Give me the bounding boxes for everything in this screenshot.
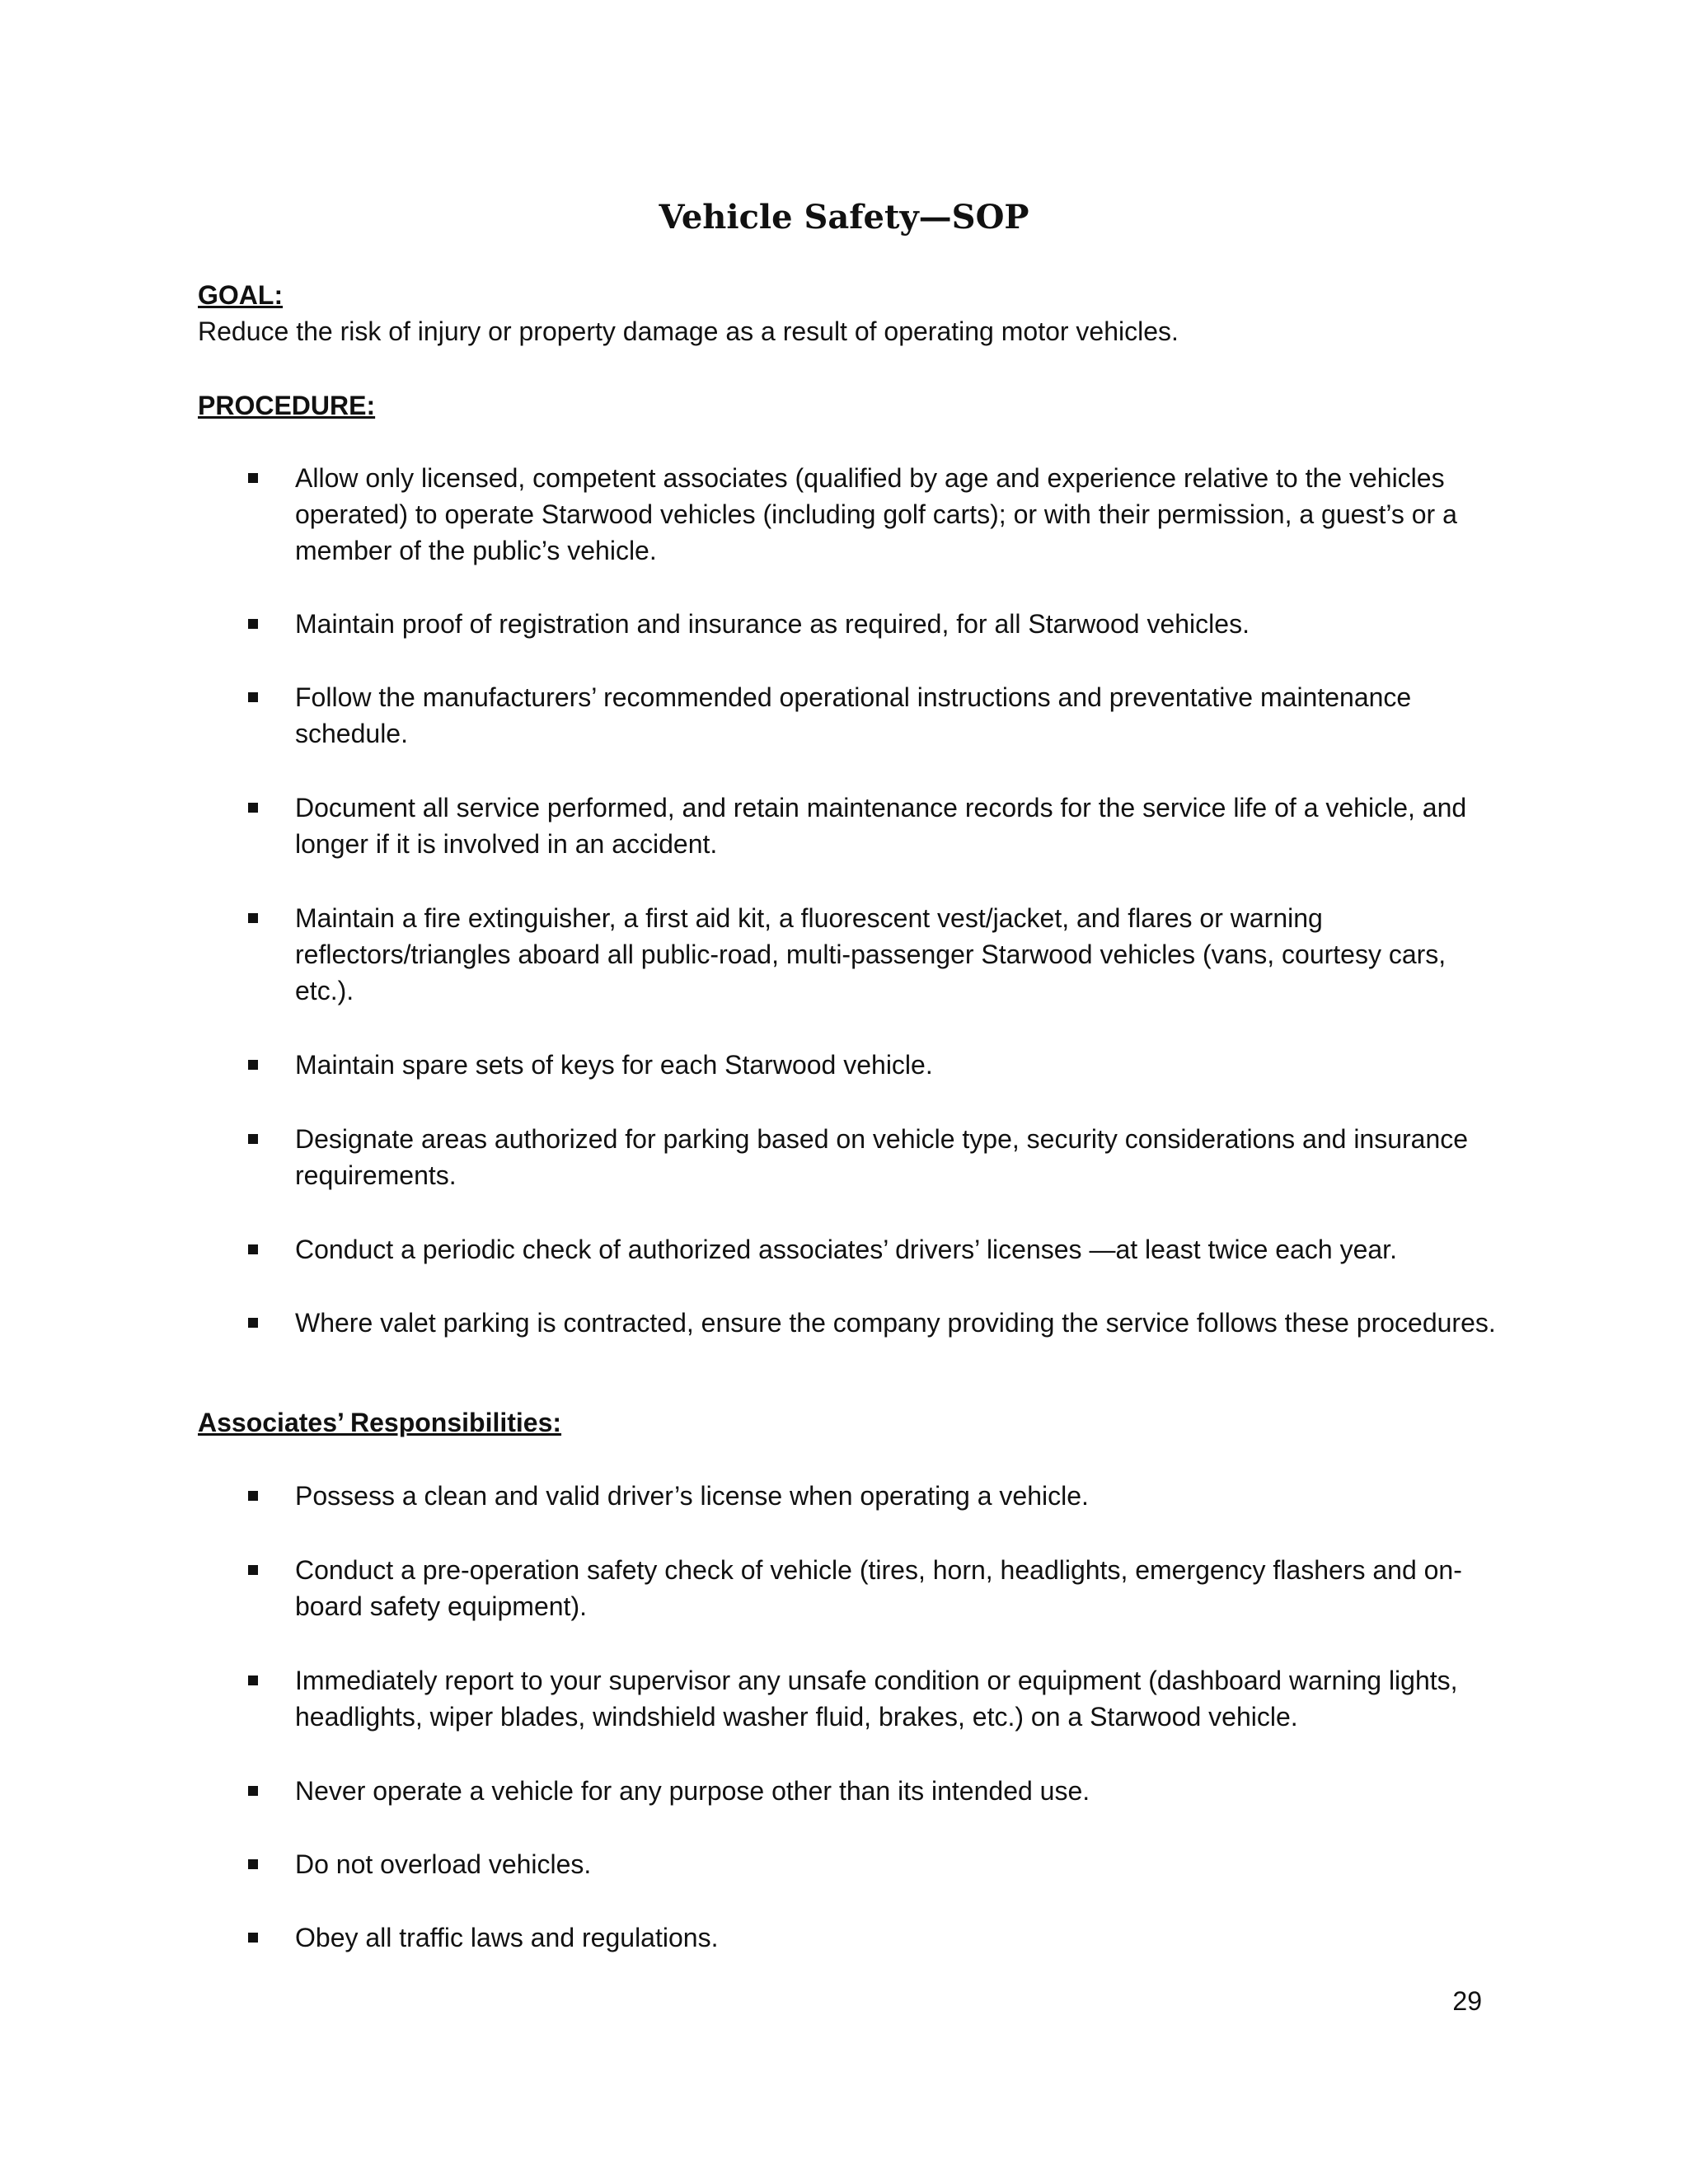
bullet-icon (248, 692, 258, 702)
procedure-item-text: Maintain proof of registration and insurance as required, for all Starwood vehicles. (295, 609, 1250, 639)
procedure-item-text: Follow the manufacturers’ recommended operational instructions and preventative maintenance schedule. (295, 682, 1412, 748)
page-title: Vehicle Safety—SOP (659, 198, 1029, 237)
goal-text: Reduce the risk of injury or property damage as a result of operating motor vehicles. (198, 316, 1179, 346)
bullet-icon (248, 913, 258, 923)
bullet-icon (248, 1134, 258, 1144)
bullet-icon (248, 1491, 258, 1501)
bullet-icon (248, 1675, 258, 1685)
associates-item-text: Do not overload vehicles. (295, 1849, 592, 1879)
associates-item-text: Obey all traffic laws and regulations. (295, 1923, 719, 1952)
bullet-icon (248, 1933, 258, 1943)
bullet-icon (248, 1060, 258, 1070)
procedure-item-text: Where valet parking is contracted, ensure the company providing the service follows these procedures. (295, 1308, 1496, 1338)
goal-heading: GOAL: (198, 280, 284, 310)
procedure-item-text: Allow only licensed, competent associates (qualified by age and experience relative to the vehicles operated) to operate Starwood vehicles (including golf carts); or with their permission, a guest’s or a member of the public’s vehicle. (295, 463, 1457, 565)
bullet-icon (248, 619, 258, 629)
bullet-icon (248, 1318, 258, 1328)
bullet-icon (248, 473, 258, 483)
associates-item-text: Conduct a pre-operation safety check of vehicle (tires, horn, headlights, emergency flashers and on-board safety equipment). (295, 1555, 1462, 1621)
associates-item-text: Never operate a vehicle for any purpose other than its intended use. (295, 1776, 1090, 1806)
page-number: 29 (1452, 1986, 1482, 2016)
bullet-icon (248, 1565, 258, 1575)
associates-item-text: Possess a clean and valid driver’s license when operating a vehicle. (295, 1481, 1089, 1511)
procedure-item-text: Conduct a periodic check of authorized associates’ drivers’ licenses —at least twice each year. (295, 1235, 1397, 1264)
bullet-icon (248, 1244, 258, 1254)
procedure-heading: PROCEDURE: (198, 391, 376, 420)
bullet-icon (248, 803, 258, 813)
bullet-icon (248, 1786, 258, 1796)
bullet-icon (248, 1859, 258, 1869)
procedure-item-text: Maintain spare sets of keys for each Starwood vehicle. (295, 1050, 933, 1080)
procedure-item-text: Designate areas authorized for parking based on vehicle type, security considerations and insurance requirements. (295, 1124, 1469, 1190)
associates-item-text: Immediately report to your supervisor any unsafe condition or equipment (dashboard warning lights, headlights, wiper blades, windshield washer fluid, brakes, etc.) on a Starwood vehicle. (295, 1666, 1458, 1732)
procedure-item-text: Maintain a fire extinguisher, a first aid kit, a fluorescent vest/jacket, and flares or warning reflectors/triangles aboard all public-road, multi-passenger Starwood vehicles (vans, courtesy cars, etc.). (295, 903, 1447, 1005)
associates-heading: Associates’ Responsibilities: (198, 1408, 562, 1437)
procedure-item-text: Document all service performed, and retain maintenance records for the service life of a vehicle, and longer if it is involved in an accident. (295, 793, 1467, 859)
